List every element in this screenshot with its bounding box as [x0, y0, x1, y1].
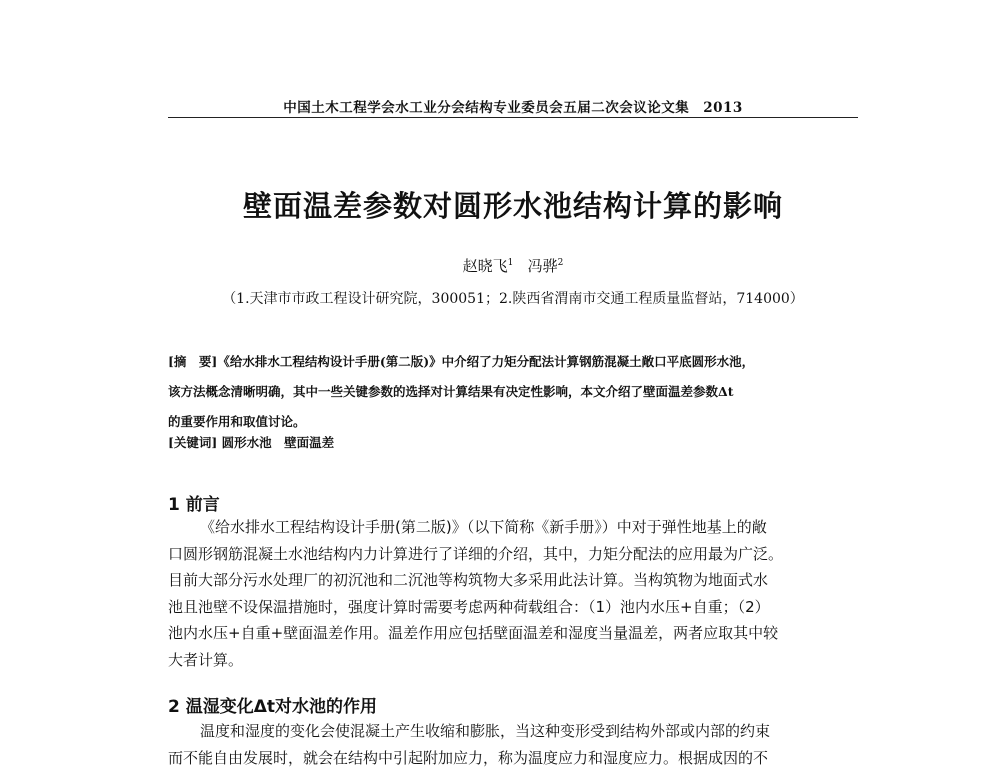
running-header: 中国土木工程学会水工业分会结构专业委员会五届二次会议论文集 2013 [283, 100, 743, 116]
keywords: [关键词] 圆形水池 壁面温差 [168, 435, 335, 450]
author-affil-mark: 1 [507, 258, 514, 268]
abstract-line: 的重要作用和取值讨论。 [168, 414, 306, 429]
body-line: 口圆形钢筋混凝土水池结构内力计算进行了详细的介绍，其中，力矩分配法的应用最为广泛。 [168, 544, 784, 563]
author-line [168, 255, 858, 276]
body-line: 目前大部分污水处理厂的初沉池和二沉池等构筑物大多采用此法计算。当构筑物为地面式水 [168, 571, 769, 589]
affiliations: （1.天津市市政工程设计研究院，300051；2.陕西省渭南市交通工程质量监督站，714000） [222, 291, 804, 307]
section-body [168, 514, 858, 673]
abstract [168, 347, 858, 437]
abstract-line: [摘 要]《给水排水工程结构设计手册(第二版)》中介绍了力矩分配法计算钢筋混凝土敞口平底圆形水池， [168, 354, 755, 369]
body-line: 池且池壁不设保温措施时，强度计算时需要考虑两种荷载组合：（1）池内水压+自重；（2） [168, 597, 770, 616]
body-line: 温度和湿度的变化会使混凝土产生收缩和膨胀，当这种变形受到结构外部或内部的约束 [200, 722, 771, 740]
body-line: 池内水压+自重+壁面温差作用。温差作用应包括壁面温差和湿度当量温差，两者应取其中较 [168, 624, 779, 642]
section-heading: 2 温湿变化Δt对水池的作用 [168, 697, 378, 717]
section-heading: 1 前言 [168, 495, 220, 515]
section-body [168, 718, 858, 771]
author-name: 赵晓飞 [462, 257, 508, 275]
body-line: 大者计算。 [168, 650, 244, 669]
author-name: 冯骅 [527, 257, 558, 275]
header-rule [168, 117, 858, 118]
paper-title: 壁面温差参数对圆形水池结构计算的影响 [242, 189, 783, 223]
body-line: 而不能自由发展时，就会在结构中引起附加应力，称为温度应力和湿度应力。根据成因的不 [168, 748, 769, 767]
author-affil-mark: 2 [557, 258, 564, 268]
body-line: 《给水排水工程结构设计手册(第二版)》（以下简称《新手册》）中对于弹性地基上的敞 [200, 518, 767, 536]
abstract-line: 该方法概念清晰明确，其中一些关键参数的选择对计算结果有决定性影响，本文介绍了壁面温差参数Δt [168, 384, 734, 399]
